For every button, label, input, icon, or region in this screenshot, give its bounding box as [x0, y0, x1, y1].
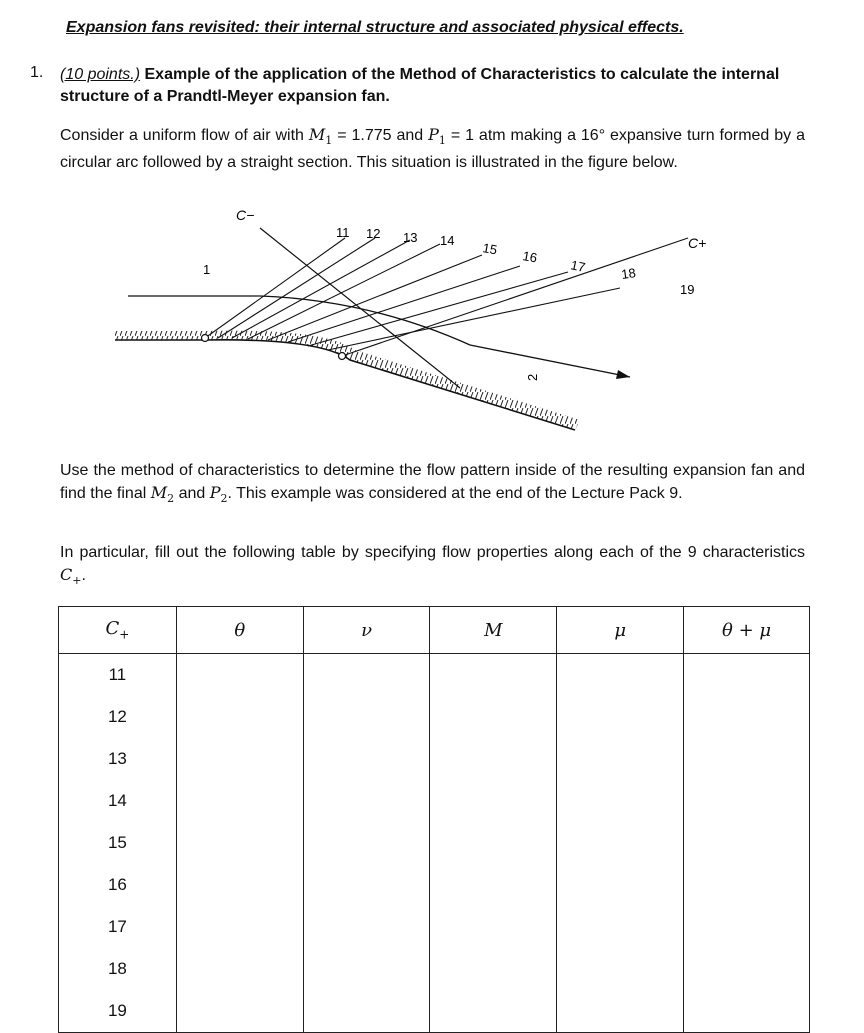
cell-theta-plus-mu[interactable] — [684, 822, 810, 864]
row-label: 13 — [59, 738, 177, 780]
header-mu: μ — [557, 607, 684, 654]
cell-theta[interactable] — [176, 654, 303, 697]
table-instruction: In particular, fill out the following table by specifying flow properties along each of the 9 characteristics $C_+$. — [60, 544, 805, 588]
row-label: 14 — [59, 780, 177, 822]
table-row — [59, 822, 810, 864]
table-row — [59, 864, 810, 906]
row-label: 11 — [59, 654, 177, 697]
label-char-19: 19 — [680, 282, 695, 297]
characteristics-table — [58, 606, 810, 1033]
table-row — [59, 654, 810, 697]
page-title: Expansion fans revisited: their internal structure and associated physical effects. — [66, 19, 684, 36]
label-region-2: 2 — [525, 373, 540, 381]
cell-mach[interactable] — [430, 906, 557, 948]
cell-nu[interactable] — [303, 864, 430, 906]
problem-description: Consider a uniform flow of air with $M_1 = 1.775$ and $P_1 = 1$ atm making a 16° expansive turn formed by a circular arc followed by a straight section. This situation is illustrated in the figure below. — [60, 125, 805, 172]
label-char-14: 14 — [440, 233, 455, 248]
label-char-16: 16 — [521, 248, 539, 266]
question-number: 1. — [30, 64, 44, 81]
expansion-fan-figure — [110, 200, 707, 445]
cell-theta[interactable] — [176, 696, 303, 738]
cell-nu[interactable] — [303, 780, 430, 822]
cell-theta-plus-mu[interactable] — [684, 990, 810, 1033]
cell-theta[interactable] — [176, 822, 303, 864]
cell-mu[interactable] — [557, 906, 684, 948]
cell-mach[interactable] — [430, 948, 557, 990]
cell-nu[interactable] — [303, 906, 430, 948]
cell-mu[interactable] — [557, 864, 684, 906]
row-label: 12 — [59, 696, 177, 738]
cell-mach[interactable] — [430, 738, 557, 780]
cell-theta[interactable] — [176, 906, 303, 948]
c-minus-line — [260, 228, 460, 388]
cell-mu[interactable] — [557, 780, 684, 822]
row-label: 19 — [59, 990, 177, 1033]
cell-theta[interactable] — [176, 780, 303, 822]
label-char-17: 17 — [569, 257, 587, 275]
cell-nu[interactable] — [303, 990, 430, 1033]
header-theta-plus-mu: θ + μ — [684, 607, 810, 654]
cell-theta-plus-mu[interactable] — [684, 654, 810, 697]
arc-end-point — [339, 353, 346, 360]
row-label: 15 — [59, 822, 177, 864]
cell-theta-plus-mu[interactable] — [684, 780, 810, 822]
cell-theta[interactable] — [176, 864, 303, 906]
question-heading — [60, 64, 820, 108]
cell-nu[interactable] — [303, 654, 430, 697]
cell-mu[interactable] — [557, 654, 684, 697]
row-label: 16 — [59, 864, 177, 906]
header-theta: θ — [176, 607, 303, 654]
instruction-text: Use the method of characteristics to determine the flow pattern inside of the resulting expansion fan and find the final $M_2$ and $P_2$. This example was considered at the end of the Lecture Pack 9. — [60, 462, 805, 506]
header-nu: ν — [303, 607, 430, 654]
cell-theta-plus-mu[interactable] — [684, 864, 810, 906]
cell-nu[interactable] — [303, 696, 430, 738]
question-heading-text: Example of the application of the Method of Characteristics to calculate the internal structure of a Prandtl-Meyer expansion fan. — [60, 66, 780, 105]
cell-theta-plus-mu[interactable] — [684, 906, 810, 948]
label-char-11: 11 — [336, 225, 350, 240]
label-char-13: 13 — [403, 230, 418, 245]
cell-theta[interactable] — [176, 990, 303, 1033]
streamline-arrow — [616, 370, 630, 379]
row-label: 18 — [59, 948, 177, 990]
cell-mu[interactable] — [557, 696, 684, 738]
cell-mu[interactable] — [557, 948, 684, 990]
cell-theta-plus-mu[interactable] — [684, 696, 810, 738]
cell-mu[interactable] — [557, 738, 684, 780]
cell-mach[interactable] — [430, 780, 557, 822]
label-char-15: 15 — [481, 240, 499, 258]
table-row — [59, 906, 810, 948]
table-row — [59, 948, 810, 990]
table-row — [59, 738, 810, 780]
label-region-1: 1 — [203, 262, 211, 277]
header-c-plus: $C_+$ — [59, 607, 177, 654]
cell-nu[interactable] — [303, 822, 430, 864]
cell-mach[interactable] — [430, 696, 557, 738]
label-c-plus: C+ — [688, 235, 707, 251]
cell-nu[interactable] — [303, 738, 430, 780]
cell-theta[interactable] — [176, 948, 303, 990]
cell-mach[interactable] — [430, 864, 557, 906]
cell-theta[interactable] — [176, 738, 303, 780]
cell-theta-plus-mu[interactable] — [684, 948, 810, 990]
table-row — [59, 990, 810, 1033]
cell-mach[interactable] — [430, 654, 557, 697]
row-label: 17 — [59, 906, 177, 948]
cell-mu[interactable] — [557, 990, 684, 1033]
cell-mach[interactable] — [430, 822, 557, 864]
label-char-12: 12 — [366, 226, 381, 241]
cell-theta-plus-mu[interactable] — [684, 738, 810, 780]
table-header-row — [59, 607, 810, 654]
cell-nu[interactable] — [303, 948, 430, 990]
label-char-18: 18 — [620, 265, 637, 282]
header-mach: M — [430, 607, 557, 654]
table-row — [59, 696, 810, 738]
label-c-minus: C− — [236, 207, 255, 223]
question-points: (10 points.) — [60, 66, 141, 83]
cell-mach[interactable] — [430, 990, 557, 1033]
table-row — [59, 780, 810, 822]
arc-start-point — [202, 335, 209, 342]
cell-mu[interactable] — [557, 822, 684, 864]
